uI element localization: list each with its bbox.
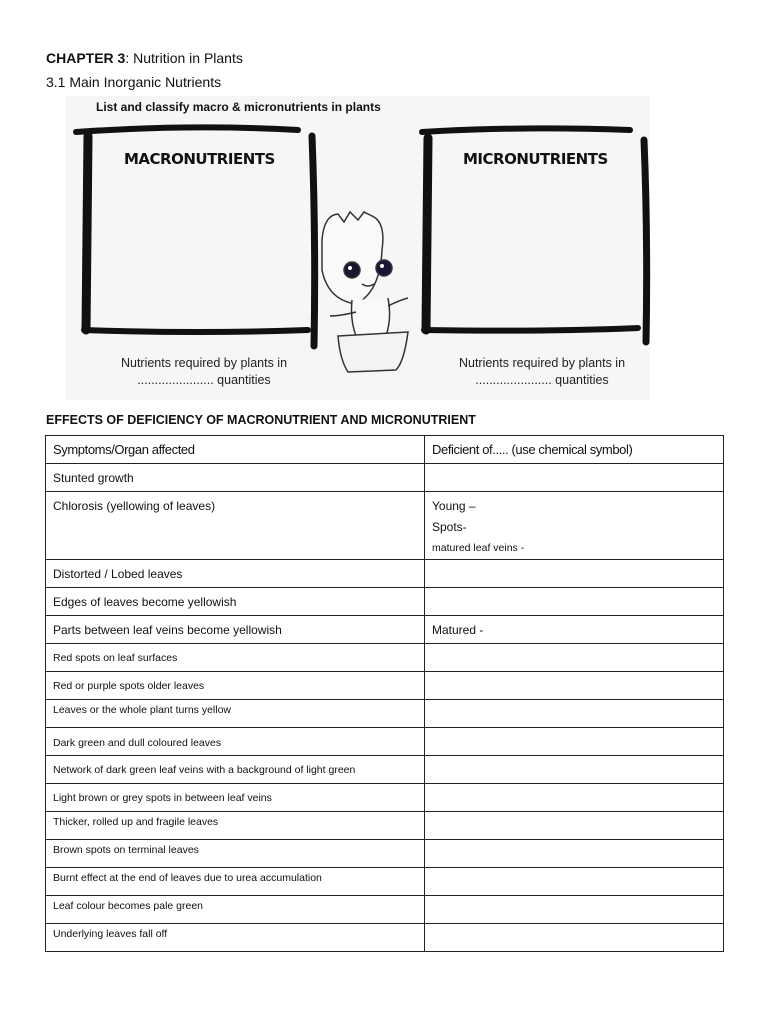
symptom-cell <box>46 492 425 560</box>
symptom-text: Thicker, rolled up and fragile leaves <box>53 816 219 828</box>
header-symptoms <box>46 436 425 464</box>
answer-cell[interactable] <box>425 756 724 784</box>
answer-cell[interactable] <box>425 672 724 700</box>
symptom-text: Stunted growth <box>53 471 134 485</box>
table-row <box>46 868 724 896</box>
table-row <box>46 924 724 952</box>
symptom-text: Parts between leaf veins become yellowish <box>53 623 282 637</box>
micronutrients-title: MICRONUTRIENTS <box>463 150 608 168</box>
table-row <box>46 896 724 924</box>
table-row <box>46 700 724 728</box>
answer-matured: Matured - <box>432 623 484 637</box>
symptom-text: Distorted / Lobed leaves <box>53 567 183 581</box>
table-row <box>46 464 724 492</box>
symptom-text: Dark green and dull coloured leaves <box>53 737 222 749</box>
sprout-character-illustration <box>322 212 408 372</box>
symptom-cell <box>46 644 425 672</box>
answer-spots: Spots- <box>432 520 467 534</box>
table-row <box>46 812 724 840</box>
table-row <box>46 560 724 588</box>
section-title: 3.1 Main Inorganic Nutrients <box>46 74 222 90</box>
chapter-label: CHAPTER 3 <box>46 50 126 66</box>
symptom-cell <box>46 868 425 896</box>
symptom-cell <box>46 812 425 840</box>
macronutrients-title: MACRONUTRIENTS <box>124 150 275 168</box>
symptom-cell <box>46 784 425 812</box>
symptom-cell <box>46 672 425 700</box>
symptom-text: Red spots on leaf surfaces <box>53 652 178 664</box>
symptom-cell <box>46 560 425 588</box>
symptom-text: Leaves or the whole plant turns yellow <box>53 704 232 716</box>
header-symptoms-label: Symptoms/Organ affected <box>53 442 195 457</box>
macronutrients-caption-line1: Nutrients required by plants in <box>120 356 288 370</box>
symptom-text: Brown spots on terminal leaves <box>53 844 199 856</box>
micronutrients-caption-line2: ...................... quantities <box>475 373 609 387</box>
symptom-cell <box>46 840 425 868</box>
symptom-cell <box>46 924 425 952</box>
symptom-text: Red or purple spots older leaves <box>53 680 205 692</box>
table-row <box>46 784 724 812</box>
worksheet-title: List and classify macro & micronutrients in plants <box>96 100 381 114</box>
answer-cell[interactable] <box>425 464 724 492</box>
symptom-text: Underlying leaves fall off <box>53 928 168 940</box>
symptom-text: Burnt effect at the end of leaves due to urea accumulation <box>53 872 322 884</box>
answer-cell[interactable] <box>425 700 724 728</box>
deficiency-heading: EFFECTS OF DEFICIENCY OF MACRONUTRIENT AND MICRONUTRIENT <box>46 413 476 427</box>
symptom-cell <box>46 464 425 492</box>
symptom-text: Leaf colour becomes pale green <box>53 900 204 912</box>
symptom-text: Light brown or grey spots in between leaf veins <box>53 792 272 804</box>
table-row <box>46 588 724 616</box>
macronutrients-caption <box>98 355 310 389</box>
table-row <box>46 492 724 560</box>
answer-cell[interactable] <box>425 812 724 840</box>
header-deficient-label: Deficient of..... (use chemical symbol) <box>432 442 633 457</box>
answer-cell[interactable] <box>425 644 724 672</box>
table-header-row <box>46 436 724 464</box>
header-deficient <box>425 436 724 464</box>
chapter-title: : Nutrition in Plants <box>125 50 243 66</box>
symptom-cell <box>46 700 425 728</box>
table-row <box>46 840 724 868</box>
symptom-cell <box>46 728 425 756</box>
table-row <box>46 644 724 672</box>
symptom-cell <box>46 616 425 644</box>
symptom-text: Edges of leaves become yellowish <box>53 595 237 609</box>
answer-matured-veins: matured leaf veins - <box>432 542 525 554</box>
answer-cell[interactable] <box>425 616 724 644</box>
answer-cell[interactable] <box>425 784 724 812</box>
micronutrients-caption-line1: Nutrients required by plants in <box>458 356 626 370</box>
answer-young: Young – <box>432 499 476 513</box>
macronutrients-caption-line2: ...................... quantities <box>137 373 271 387</box>
table-row <box>46 672 724 700</box>
answer-cell[interactable] <box>425 588 724 616</box>
symptom-cell <box>46 588 425 616</box>
table-row <box>46 756 724 784</box>
symptom-cell <box>46 756 425 784</box>
table-row <box>46 728 724 756</box>
answer-cell[interactable] <box>425 924 724 952</box>
answer-cell[interactable] <box>425 728 724 756</box>
answer-cell[interactable] <box>425 868 724 896</box>
symptom-cell <box>46 896 425 924</box>
symptom-text: Network of dark green leaf veins with a background of light green <box>53 764 356 776</box>
answer-cell[interactable] <box>425 840 724 868</box>
table-row <box>46 616 724 644</box>
micronutrients-caption <box>436 355 648 389</box>
answer-cell[interactable] <box>425 560 724 588</box>
answer-cell[interactable] <box>425 896 724 924</box>
deficiency-table <box>45 435 724 952</box>
symptom-text: Chlorosis (yellowing of leaves) <box>53 499 216 513</box>
answer-cell[interactable] <box>425 492 724 560</box>
